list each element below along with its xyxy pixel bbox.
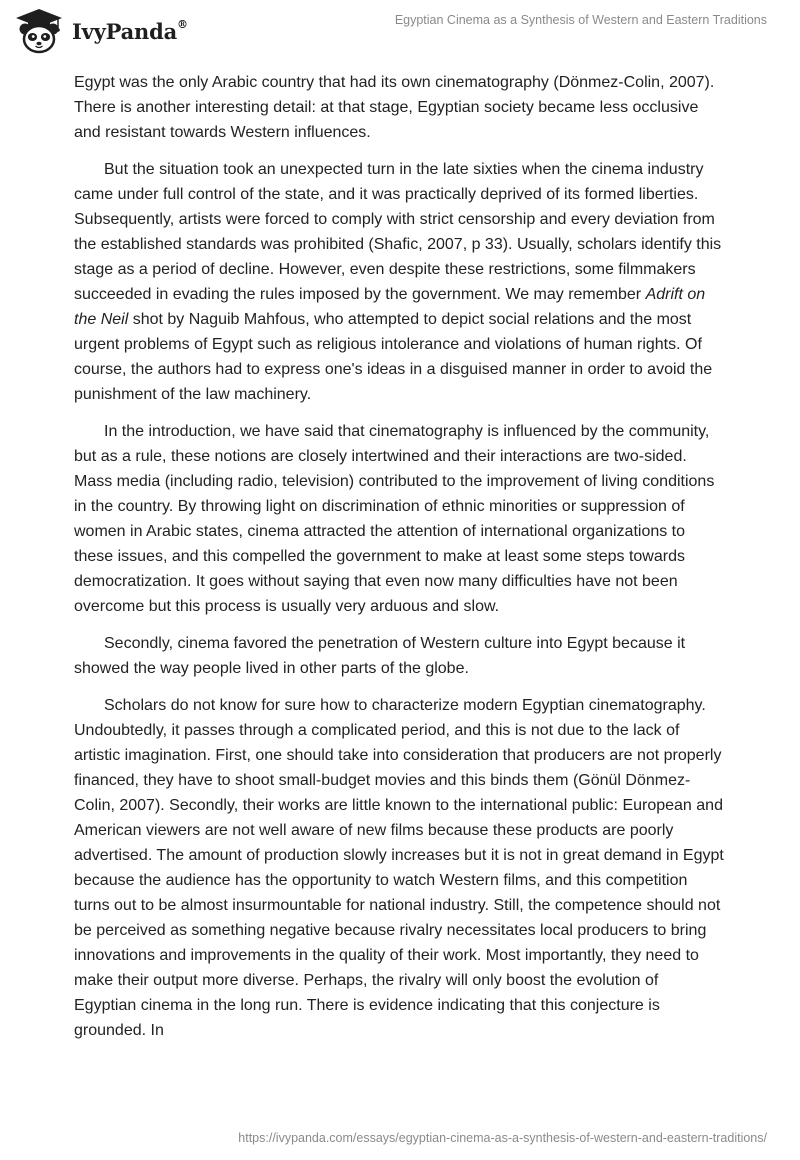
brand-logo[interactable] xyxy=(14,7,188,55)
document-title: Egyptian Cinema as a Synthesis of Western and Eastern Traditions xyxy=(394,13,767,27)
paragraph-3: In the introduction, we have said that cinematography is influenced by the community, but as a rule, these notions are closely intertwined and their interactions are two-sided. Mass media (including radio, television) contributed to the improvement of living conditions in the country. By throwing light on discrimination of ethnic minorities or suppression of women in Arabic states, cinema attracted the attention of international organizations to these issues, and this compelled the government to make at least some steps towards democratization. It goes without saying that even now many difficulties have not been overcome but this process is usually very arduous and slow. xyxy=(74,423,715,615)
panda-graduate-icon xyxy=(14,7,64,55)
paragraph-4: Secondly, cinema favored the penetration of Western culture into Egypt because it showed the way people lived in other parts of the globe. xyxy=(74,635,686,677)
film-title: Adrift on the Neil xyxy=(74,286,706,328)
essay-body xyxy=(74,70,724,1055)
paragraph-2-text-before: But the situation took an unexpected turn in the late sixties when the cinema industry came under full control of the state, and it was practically deprived of its formed liberties. Subsequently, artists were forced to comply with strict censorship and every deviation from the established standards was prohibited (Shafic, 2007, p 33). Usually, scholars identify this stage as a period of decline. However, even despite these restrictions, some filmmakers succeeded in evading the rules imposed by the government. We may remember xyxy=(74,161,722,303)
registered-mark: ® xyxy=(177,17,188,31)
brand-name: IvyPanda® xyxy=(72,17,188,44)
paragraph-1: Egypt was the only Arabic country that had its own cinematography (Dönmez-Colin, 2007). There is another interesting detail: at that stage, Egyptian society became less occlusive and resistant towards Western influences. xyxy=(74,74,715,141)
paragraph-2 xyxy=(74,157,724,407)
page-header xyxy=(0,0,800,60)
paragraph-5: Scholars do not know for sure how to characterize modern Egyptian cinematography. Undoubtedly, it passes through a complicated period, and this is not due to the lack of artistic imagination. First, one should take into consideration that producers are not properly financed, they have to shoot small-budget movies and this binds them (Gönül Dönmez-Colin, 2007). Secondly, their works are little known to the international public: European and American viewers are not well aware of new films because these products are poorly advertised. The amount of production slowly increases but it is not in great demand in Egypt because the audience has the opportunity to watch Western films, and this competition turns out to be almost insurmountable for national industry. Still, the competence should not be perceived as something negative because rivalry necessitates local producers to bring innovations and improvements in the quality of their work. Most importantly, they need to make their output more diverse. Perhaps, the rivalry will only boost the evolution of Egyptian cinema in the long run. There is evidence indicating that this conjecture is grounded. In xyxy=(74,697,724,1039)
source-url[interactable]: https://ivypanda.com/essays/egyptian-cinema-as-a-synthesis-of-western-and-eastern-traditions/ xyxy=(238,1131,767,1145)
paragraph-2-text-after: shot by Naguib Mahfous, who attempted to depict social relations and the most urgent problems of Egypt such as religious intolerance and violations of human rights. Of course, the authors had to express one's ideas in a disguised manner in order to avoid the punishment of the law machinery. xyxy=(74,311,713,403)
